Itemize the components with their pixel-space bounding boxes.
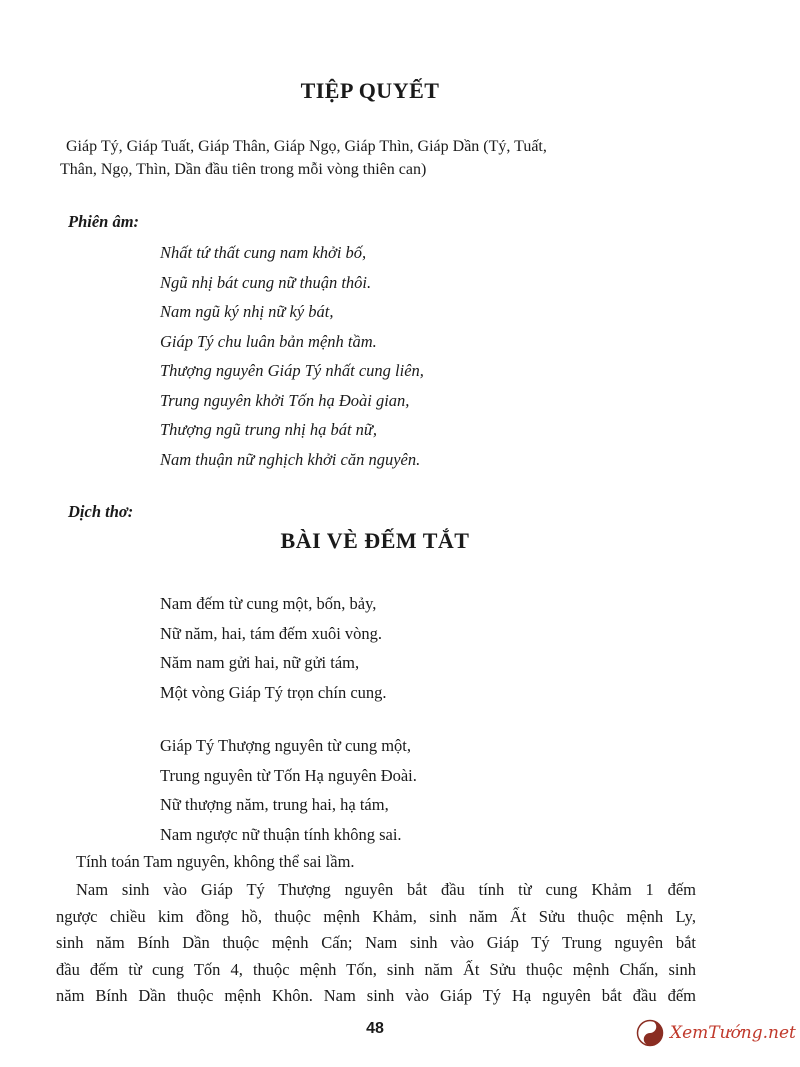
dich-tho-stanza-1 [160, 589, 387, 707]
closing-line: Tính toán Tam nguyên, không thể sai lầm. [76, 852, 355, 871]
intro-paragraph [60, 135, 547, 181]
body-line: sinh năm Bính Dần thuộc mệnh Cấn; Nam sinh vào Giáp Tý Trung nguyên bắt [56, 933, 696, 952]
poem-title: BÀI VÈ ĐẾM TẮT [280, 528, 470, 553]
verse-line: Thượng ngũ trung nhị hạ bát nữ, [160, 420, 378, 439]
watermark-text: XemTướng.net [670, 1023, 796, 1043]
body-line: đầu đếm từ cung Tốn 4, thuộc mệnh Tốn, sinh năm Ất Sửu thuộc mệnh Chấn, sinh [56, 959, 696, 979]
verse-line: Nữ năm, hai, tám đếm xuôi vòng. [160, 623, 383, 643]
verse-line: Nhất tứ thất cung nam khởi bố, [160, 243, 367, 262]
verse-line: Nam thuận nữ nghịch khởi căn nguyên. [160, 449, 421, 469]
body-paragraph [56, 877, 696, 1010]
verse-line: Nam đếm từ cung một, bốn, bảy, [160, 594, 377, 613]
verse-line: Giáp Tý Thượng nguyên từ cung một, [160, 736, 412, 755]
intro-line: Giáp Tý, Giáp Tuất, Giáp Thân, Giáp Ngọ, Giáp Thìn, Giáp Dần (Tý, Tuất, [66, 138, 547, 155]
body-line: năm Bính Dần thuộc mệnh Khôn. Nam sinh vào Giáp Tý Hạ nguyên bắt đầu đếm [56, 986, 696, 1005]
verse-line: Nữ thượng năm, trung hai, hạ tám, [160, 795, 389, 814]
verse-line: Trung nguyên từ Tốn Hạ nguyên Đoài. [160, 765, 417, 785]
section-title: TIỆP QUYẾT [300, 78, 440, 103]
verse-line: Ngũ nhị bát cung nữ thuận thôi. [160, 272, 372, 292]
verse-line: Một vòng Giáp Tý trọn chín cung. [160, 682, 387, 702]
phien-am-label: Phiên âm: [68, 212, 140, 231]
verse-line: Nam ngũ ký nhị nữ ký bát, [160, 302, 334, 321]
intro-line: Thân, Ngọ, Thìn, Dần đầu tiên trong mỗi vòng thiên can) [60, 161, 427, 178]
body-line: ngược chiều kim đồng hồ, thuộc mệnh Khảm, sinh năm Ất Sửu thuộc mệnh Ly, [56, 906, 696, 926]
yin-yang-icon [636, 1019, 664, 1047]
dich-tho-stanza-2 [160, 731, 417, 849]
verse-line: Trung nguyên khởi Tốn hạ Đoài gian, [160, 390, 410, 410]
verse-line: Năm nam gửi hai, nữ gửi tám, [160, 653, 360, 672]
dich-tho-label: Dịch thơ: [68, 502, 134, 521]
page-number: 48 [366, 1020, 384, 1037]
verse-line: Nam ngược nữ thuận tính không sai. [160, 824, 402, 844]
verse-line: Giáp Tý chu luân bản mệnh tầm. [160, 331, 377, 351]
watermark [636, 1016, 796, 1050]
body-line: Nam sinh vào Giáp Tý Thượng nguyên bắt đầu tính từ cung Khảm 1 đếm [76, 880, 696, 899]
verse-line: Thượng nguyên Giáp Tý nhất cung liên, [160, 361, 424, 380]
phien-am-verse [160, 238, 424, 474]
